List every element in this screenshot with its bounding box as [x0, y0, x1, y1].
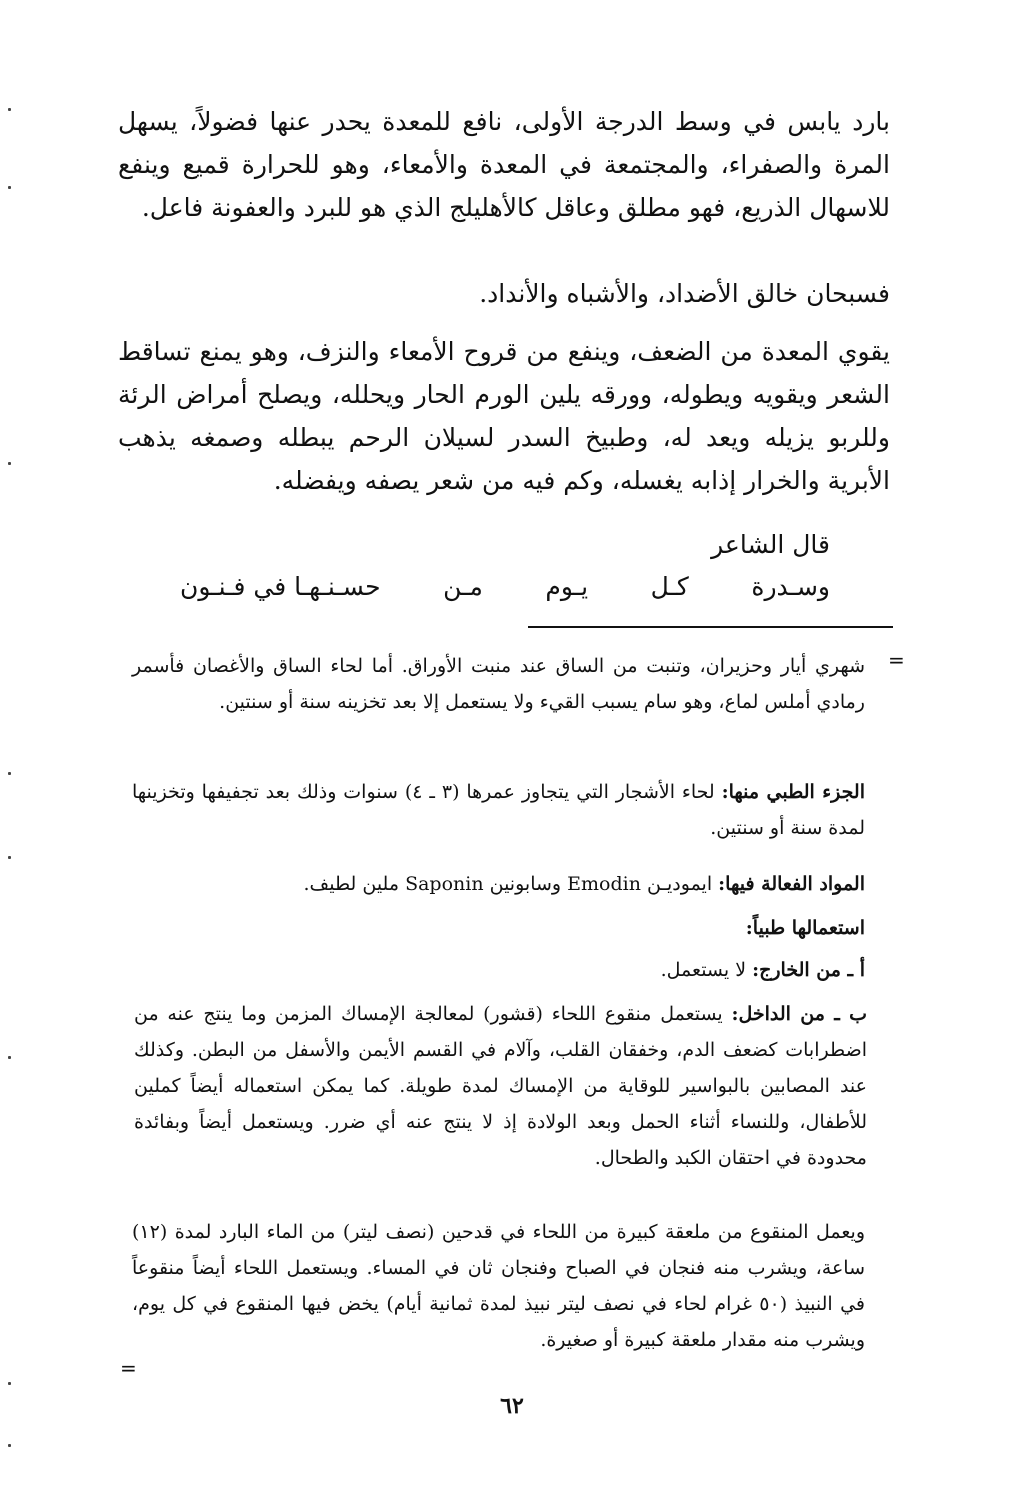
footnote-external-use [132, 952, 865, 988]
scan-speck [8, 856, 11, 859]
scan-speck [8, 108, 11, 111]
verse-word: يـوم [545, 572, 589, 601]
usage-heading: استعمالها طبياً: [745, 917, 865, 939]
internal-use-label: ب ـ من الداخل: [731, 1003, 868, 1025]
scan-speck [8, 1056, 11, 1059]
footnote-internal-use [134, 996, 867, 1176]
footnote-continuation-marker-top: = [888, 648, 905, 672]
active-substances-label: المواد الفعالة فيها: [718, 873, 865, 895]
footnote-intro: شهري أيار وحزيران، وتنبت من الساق عند منبت الأوراق. أما لحاء الساق والأغصان فأسمر رمادي أملس لماع، وهو سام يسبب القيء ولا يستعمل إلا بعد تخزينه سنة أو سنتين. [132, 655, 865, 713]
medical-part-text: لحاء الأشجار التي يتجاوز عمرها (٣ ـ ٤) سنوات وذلك بعد تجفيفها وتخزينها لمدة سنة أو سنتين. [132, 781, 865, 839]
verse-word: مـن [443, 572, 483, 601]
paragraph-praise: فسبحان خالق الأضداد، والأشباه والأنداد. [479, 279, 890, 308]
verse-word: كـل [650, 572, 689, 601]
scan-speck [8, 772, 11, 775]
footnote-medical-part [132, 774, 865, 846]
scan-speck [8, 186, 11, 189]
scan-speck [8, 462, 11, 465]
poem-verse [180, 572, 830, 601]
verse-word: حسـنـهـا في فـنـون [180, 572, 381, 601]
active-substances-text: ايموديـن Emodin وسابونين Saponin ملين لطيف. [303, 873, 713, 895]
scan-speck [8, 1382, 11, 1385]
footnote-usage-heading [132, 910, 865, 946]
paragraph-sidr-properties: بارد يابس في وسط الدرجة الأولى، نافع للمعدة يحدر عنها فضولاً، يسهل المرة والصفراء، والمجتمعة في المعدة والأمعاء، وهو للحرارة قميع وينفع للاسهال الذريع، فهو مطلق وعاقل كالأهليلج الذي هو للبرد والعفونة فاعل. [118, 107, 890, 222]
medical-part-label: الجزء الطبي منها: [721, 781, 865, 803]
paragraph-sidr-benefits: يقوي المعدة من الضعف، وينفع من قروح الأمعاء والنزف، وهو يمنع تساقط الشعر ويقويه ويطوله، وورقه يلين الورم الحار ويحلله، ويصلح أمراض الرئة وللربو يزيله ويعد له، وطبيخ السدر لسيلان الرحم يبطله وصمغه يذهب الأبرية والخرار إذابه يغسله، وكم فيه من شعر يصفه ويفضله. [118, 337, 890, 495]
footnote-preparation: ويعمل المنقوع من ملعقة كبيرة من اللحاء في قدحين (نصف ليتر) من الماء البارد لمدة (١٢) ساعة، ويشرب منه فنجان في الصباح وفنجان ثان في المساء. ويستعمل اللحاء أيضاً منقوعاً في النبيذ (٥٠ غرام لحاء في نصف ليتر نبيذ لمدة ثمانية أيام) يخض فيها المنقوع في كل يوم، ويشرب منه مقدار ملعقة كبيرة أو صغيرة. [132, 1221, 866, 1351]
footnote-active-substances [132, 866, 865, 902]
footnote-continuation-marker-bottom: = [120, 1356, 137, 1380]
scan-speck [8, 1444, 11, 1447]
external-use-text: لا يستعمل. [660, 959, 747, 981]
footnote-divider [528, 626, 893, 628]
external-use-label: أ ـ من الخارج: [752, 959, 865, 981]
internal-use-text: يستعمل منقوع اللحاء (قشور) لمعالجة الإمساك المزمن وما ينتج عنه من اضطرابات كضعف الدم، وخفقان القلب، وآلام في القسم الأيمن والأسفل من البطن. وكذلك عند المصابين بالبواسير للوقاية من الإمساك لمدة طويلة. كما يمكن استعماله أيضاً كملين للأطفال، وللنساء أثناء الحمل وبعد الولادة إذ لا ينتج عنه أي ضرر. ويستعمل أيضاً وبفائدة محدودة في احتقان الكبد والطحال. [134, 1003, 867, 1169]
poem-label: قال الشاعر [711, 530, 830, 559]
verse-word: وسـدرة [751, 572, 830, 601]
page-number: ٦٢ [500, 1393, 524, 1419]
